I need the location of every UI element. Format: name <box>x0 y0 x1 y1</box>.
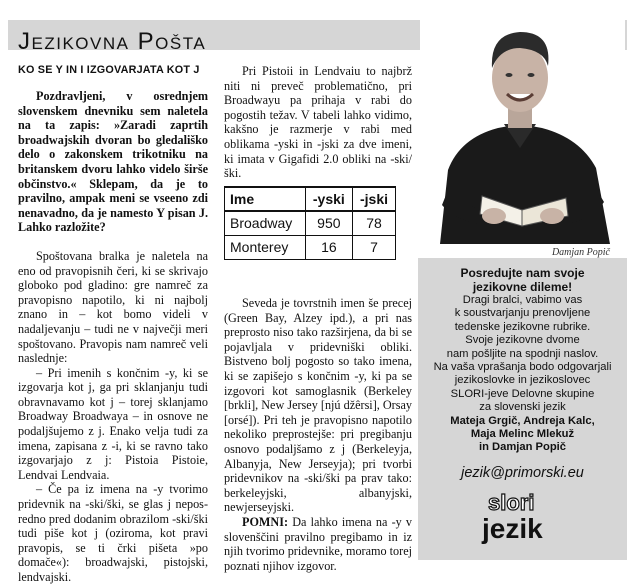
rule-item-1: – Pri imenih s končnim -y, ki se izgovarja kot j, ga pri sklanjanju tudi obravnavamo kot j – torej sklanjamo Broadway Broadwaya – in osnove ne podaljšujemo z j. Enako velja tudi za imena, zapisana z -i, ki se ravno tako izgovarjajo z j: Pistoia Pistoie, Lendvai Lendvaia. <box>18 365 208 482</box>
table-header-jski: -jski <box>353 187 396 211</box>
usage-table <box>224 186 396 260</box>
logo-bottom-word: jezik <box>482 513 543 544</box>
promo-names-line: Mateja Grgič, Andreja Kalc, <box>450 414 595 427</box>
table-header-name: Ime <box>225 187 306 211</box>
logo-top-word: slori <box>488 490 535 515</box>
promo-body-line: Na vaša vprašanja bodo odgovarjali <box>433 361 612 374</box>
promo-title-line-1: Posredujte nam svoje <box>460 266 585 280</box>
remember-label: POMNI: <box>242 514 289 529</box>
table-cell-yski: 16 <box>305 235 352 259</box>
table-cell-name: Monterey <box>225 235 306 259</box>
author-photo <box>420 20 625 244</box>
table-row <box>225 235 396 259</box>
table-cell-jski: 7 <box>353 235 396 259</box>
photo-caption: Damjan Popič <box>551 247 610 258</box>
slori-jezik-logo <box>480 486 570 546</box>
article-column-2 <box>224 64 412 181</box>
remember-text: Da lahko imena na -y v slovenščini pravilno pregibamo in iz njih tvorimo pridevnike, moramo torej poznati njihov izgovor. <box>224 514 413 573</box>
promo-names-line: in Damjan Popič <box>478 441 567 454</box>
reader-question: Pozdravljeni, v osrednjem slovenskem dnevniku sem naletela na ta zapis: »Zaradi zaprtih broadwajskih dvoran bo gledališko delo o zakonskem trikotniku na britanskem dvoru lahko videlo širše občinstvo.« Sklepam, da je to pravilno, ampak meni se vseeno zdi nenavadno, da je namesto Y pisan J. Lahko razložite? <box>18 89 208 235</box>
examples-paragraph: Seveda je tovrstnih imen še precej (Green Bay, Alzey ipd.), a pri nas preprosto niso tako razširjena, da bi se pojavljala v pridevniški obliki. Bistveno bolj pogosto so tako imena, ki se zapišejo s končnim -y, ki pa se izgovori kot samoglasnik (Berkeley [brkli], New Jersey [njú džêrsi], Orsay [orsé]). Pri teh je pravopisno napotilo nekoliko preprostejše: pri pregibanju osnovo podaljšamo z j (Berkeleyja, Albanyja, New Jerseyja); pri tvorbi pridevnikov na -ski/ški pa prav tako: berkeleyjski, albanyjski, newjerseyjski. <box>224 296 412 515</box>
promo-body-line: nam pošljite na spodnji naslov. <box>446 347 599 360</box>
table-intro: Pri Pistoii in Lendvaiu to najbrž niti ni preveč problematično, pri Broadwayu pa prihaja v rabi do pogostih težav. V tabeli lahko vidimo, kakšno je razmerje v rabi med oblikama -yski in -jski za dve imeni, ki imata v Gigafidi 2.0 obliki na -ski/ški. <box>224 64 412 181</box>
contact-email-link[interactable]: jezik@primorski.eu <box>461 464 584 481</box>
table-header-yski: -yski <box>305 187 352 211</box>
table-header-row <box>225 187 396 211</box>
promo-body-line: k soustvarjanju prenovljene <box>454 307 591 320</box>
promo-body-line: jezikoslovke in jezikoslovec <box>454 374 591 387</box>
table-cell-name: Broadway <box>225 211 306 235</box>
promo-body-line: Dragi bralci, vabimo vas <box>462 294 583 306</box>
rule-item-2: – Če pa iz imena na -y tvorimo pridevnik na -ski/ški, se glas j neposredno pred dodanim obrazilom -ski/ški tudi piše kot j (oziroma, kot pravi pravopis, se ti črki pišeta »po domače«): broadwajski, pistojski, lendvajski. <box>18 482 208 584</box>
promo-title-line-2: jezikovne dileme! <box>472 280 573 294</box>
answer-intro: Spoštovana bralka je naletela na eno od pravopisnih čeri, ki se skrivajo globoko pod gladino: gre namreč za pravopisno napotilo, ki ni najbolj znano in – kot bomo videli v nadaljevanju – tudi ne v največji meri spoštovano. Pravopis nam namreč veli naslednje: <box>18 248 208 366</box>
table-cell-jski: 78 <box>353 211 396 235</box>
table-row <box>225 211 396 235</box>
article-column-2-continued <box>224 296 412 573</box>
article-headline: KO SE Y IN I IZGOVARJATA KOT J <box>18 64 200 76</box>
contact-box <box>418 258 627 560</box>
promo-names-line: Maja Melinc Mlekuž <box>470 428 575 441</box>
article-column-1 <box>18 64 208 585</box>
promo-body-line: SLORI-jeve Delovne skupine <box>450 387 595 400</box>
table-cell-yski: 950 <box>305 211 352 235</box>
section-title: Jezikovna Pošta <box>18 28 207 55</box>
promo-body-line: Svoje jezikovne dvome <box>465 334 580 347</box>
promo-body-line: tedenske jezikovne rubrike. <box>454 320 591 333</box>
promo-body-line: za slovenski jezik <box>479 401 566 414</box>
